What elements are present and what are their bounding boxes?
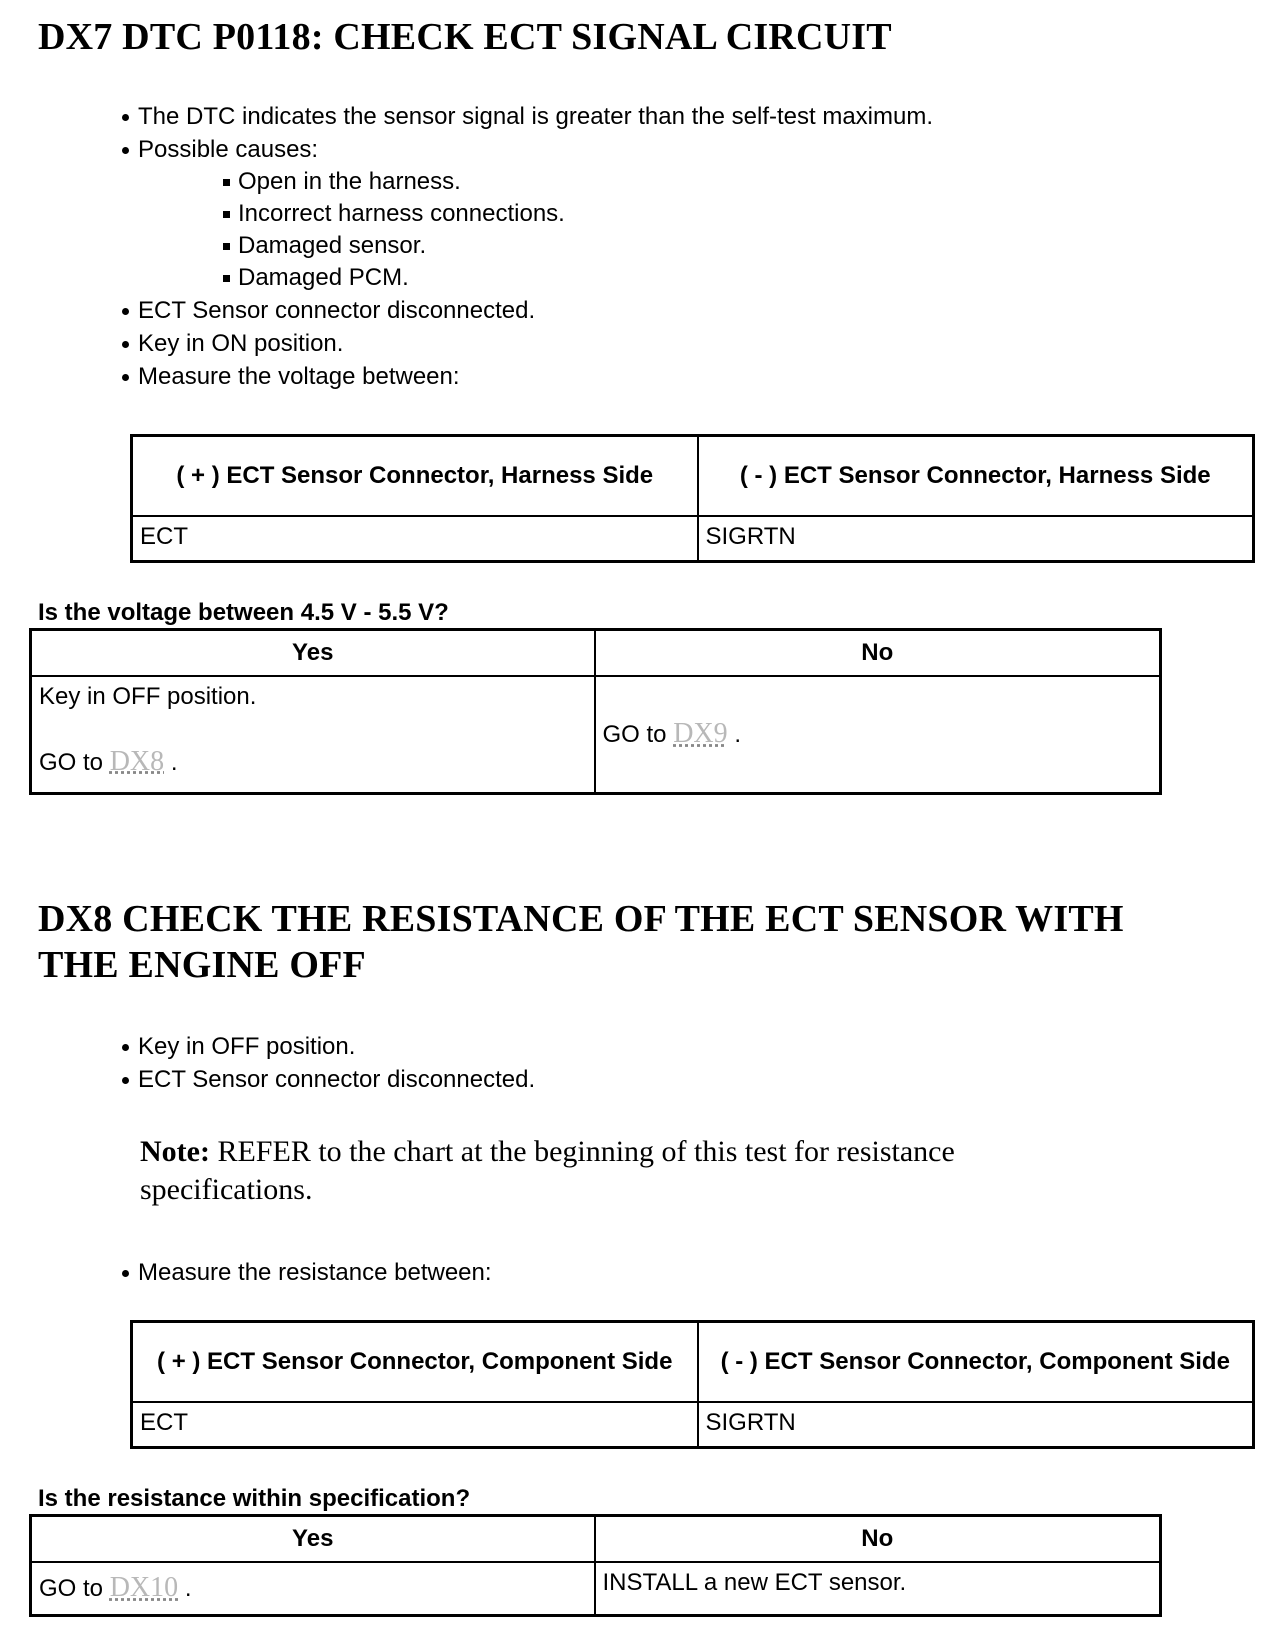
note-text: REFER to the chart at the beginning of this test for resistance specifications. (140, 1135, 955, 1206)
yes-cell (31, 1562, 595, 1616)
dx9-link[interactable]: DX9 (673, 718, 728, 750)
dx7-question: Is the voltage between 4.5 V - 5.5 V? (38, 599, 449, 626)
yes-goto (39, 746, 587, 778)
list-item: Possible causes: (120, 133, 933, 166)
pos-lead-header: ( + ) ECT Sensor Connector, Component Side (132, 1322, 698, 1402)
neg-lead-value: SIGRTN (698, 1402, 1254, 1448)
list-item: Key in OFF position. (120, 1030, 535, 1063)
pos-lead-header: ( + ) ECT Sensor Connector, Harness Side (132, 436, 698, 516)
goto-period: . (170, 748, 178, 776)
yes-cell (31, 676, 595, 794)
dx8-note (140, 1133, 1100, 1209)
dx7-title: DX7 DTC P0118: CHECK ECT SIGNAL CIRCUIT (38, 16, 892, 58)
no-cell: INSTALL a new ECT sensor. (595, 1562, 1161, 1616)
dx8-bullet-list (120, 1030, 535, 1096)
pos-lead-value: ECT (132, 516, 698, 562)
dx7-bullet-list (120, 100, 933, 393)
dx10-link[interactable]: DX10 (109, 1572, 179, 1604)
yes-header: Yes (31, 630, 595, 676)
dx8-resistance-measure-table (130, 1320, 1255, 1449)
list-item: Measure the resistance between: (120, 1256, 492, 1289)
possible-cause-item: Damaged PCM. (120, 262, 933, 294)
dx8-title-line-1: DX8 CHECK THE RESISTANCE OF THE ECT SENSOR WITH (38, 898, 1124, 940)
goto-label: GO to (39, 748, 104, 776)
neg-lead-header: ( - ) ECT Sensor Connector, Component Side (698, 1322, 1254, 1402)
neg-lead-value: SIGRTN (698, 516, 1254, 562)
list-item: ECT Sensor connector disconnected. (120, 294, 933, 327)
pos-lead-value: ECT (132, 1402, 698, 1448)
neg-lead-header: ( - ) ECT Sensor Connector, Harness Side (698, 436, 1254, 516)
dx8-bullet-list-2 (120, 1256, 492, 1289)
yes-header: Yes (31, 1516, 595, 1562)
possible-cause-item: Open in the harness. (120, 166, 933, 198)
dx8-title-line-2: THE ENGINE OFF (38, 944, 366, 986)
dx8-title (38, 896, 1124, 988)
goto-label: GO to (39, 1575, 104, 1603)
goto-period: . (734, 721, 741, 749)
dx7-voltage-measure-table (130, 434, 1255, 563)
possible-cause-item: Incorrect harness connections. (120, 198, 933, 230)
list-item: The DTC indicates the sensor signal is greater than the self-test maximum. (120, 100, 933, 133)
no-header: No (595, 1516, 1161, 1562)
goto-label: GO to (602, 721, 667, 749)
dx7-answer-table (29, 628, 1162, 795)
list-item: Key in ON position. (120, 327, 933, 360)
dx8-answer-table (29, 1514, 1162, 1617)
no-header: No (595, 630, 1161, 676)
goto-period: . (184, 1575, 192, 1603)
list-item: ECT Sensor connector disconnected. (120, 1063, 535, 1096)
note-label: Note: (140, 1135, 210, 1168)
dx8-question: Is the resistance within specification? (38, 1485, 471, 1512)
dx8-link[interactable]: DX8 (109, 745, 165, 777)
possible-cause-item: Damaged sensor. (120, 230, 933, 262)
yes-instruction: Key in OFF position. (39, 682, 257, 710)
no-cell (595, 676, 1161, 794)
list-item: Measure the voltage between: (120, 360, 933, 393)
